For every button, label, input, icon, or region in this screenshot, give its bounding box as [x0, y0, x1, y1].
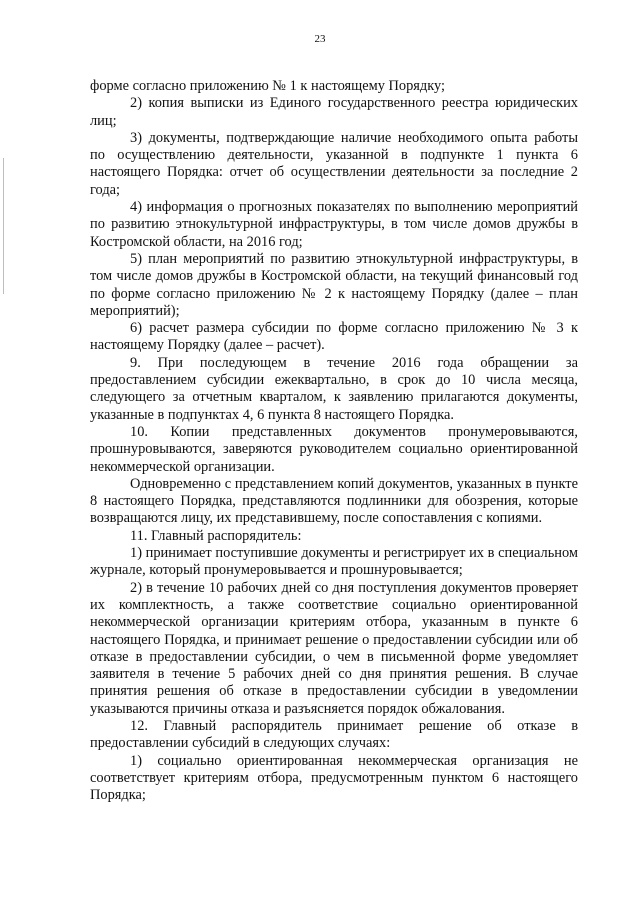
scan-margin-mark [3, 158, 4, 294]
paragraph-clause-11-item-2: 2) в течение 10 рабочих дней со дня поступления документов проверяет их комплектность, а также соответствие социально ориентированной некоммерческой организации критериям отбора, указанным в пункте 6 настоящего Порядка, и принимает решение о предоставлении субсидии или об отказе в предоставлении субсидии, о чем в письменной форме уведомляет заявителя в течение 5 рабочих дней со дня принятия решения. В случае принятия решения об отказе в предоставлении субсидии в уведомлении указываются причины отказа и разъясняется порядок обжалования. [90, 579, 578, 717]
paragraph-item-4: 4) информация о прогнозных показателях по выполнению мероприятий по развитию этнокультурной инфраструктуры, в том числе домов дружбы в Костромской области, на 2016 год; [90, 199, 578, 250]
paragraph-clause-9: 9. При последующем в течение 2016 года обращении за предоставлением субсидии ежеквартально, в срок до 10 числа месяца, следующего за отчетным кварталом, к заявлению прилагаются документы, указанные в подпунктах 4, 6 пункта 8 настоящего Порядка. [90, 354, 578, 423]
paragraph-item-2: 2) копия выписки из Единого государственного реестра юридических лиц; [90, 95, 578, 129]
paragraph-item-6: 6) расчет размера субсидии по форме согласно приложению № 3 к настоящему Порядку (далее – расчет). [90, 320, 578, 354]
paragraph-continuation: форме согласно приложению № 1 к настоящему Порядку; [90, 78, 446, 94]
paragraph-clause-11-item-1: 1) принимает поступившие документы и регистрирует их в специальном журнале, который пронумеровывается и прошнуровывается; [90, 545, 578, 579]
paragraph-clause-11: 11. Главный распорядитель: [130, 527, 302, 544]
page-number: 23 [314, 33, 326, 45]
paragraph-clause-12-item-1: 1) социально ориентированная некоммерческая организация не соответствует критериям отбора, предусмотренным пунктом 6 настоящего Порядка; [90, 752, 578, 804]
paragraph-item-5: 5) план мероприятий по развитию этнокультурной инфраструктуры, в том числе домов дружбы в Костромской области, на текущий финансовый год по форме согласно приложению № 2 к настоящему Порядку (далее – план мероприятий); [90, 250, 578, 319]
document-body [90, 78, 578, 804]
paragraph-item-3: 3) документы, подтверждающие наличие необходимого опыта работы по осуществлению деятельности, указанной в подпункте 1 пункта 6 настоящего Порядка: отчет об осуществлении деятельности за последние 2 года; [90, 129, 578, 198]
paragraph-clause-10: 10. Копии представленных документов пронумеровываются, прошнуровываются, заверяются руководителем социально ориентированной некоммерческой организации. [90, 423, 578, 475]
paragraph-clause-12: 12. Главный распорядитель принимает решение об отказе в предоставлении субсидий в следующих случаях: [90, 717, 578, 752]
paragraph-originals: Одновременно с представлением копий документов, указанных в пункте 8 настоящего Порядка, представляются подлинники для обозрения, которые возвращаются лицу, их представившему, после сопоставления с копиями. [90, 475, 578, 527]
